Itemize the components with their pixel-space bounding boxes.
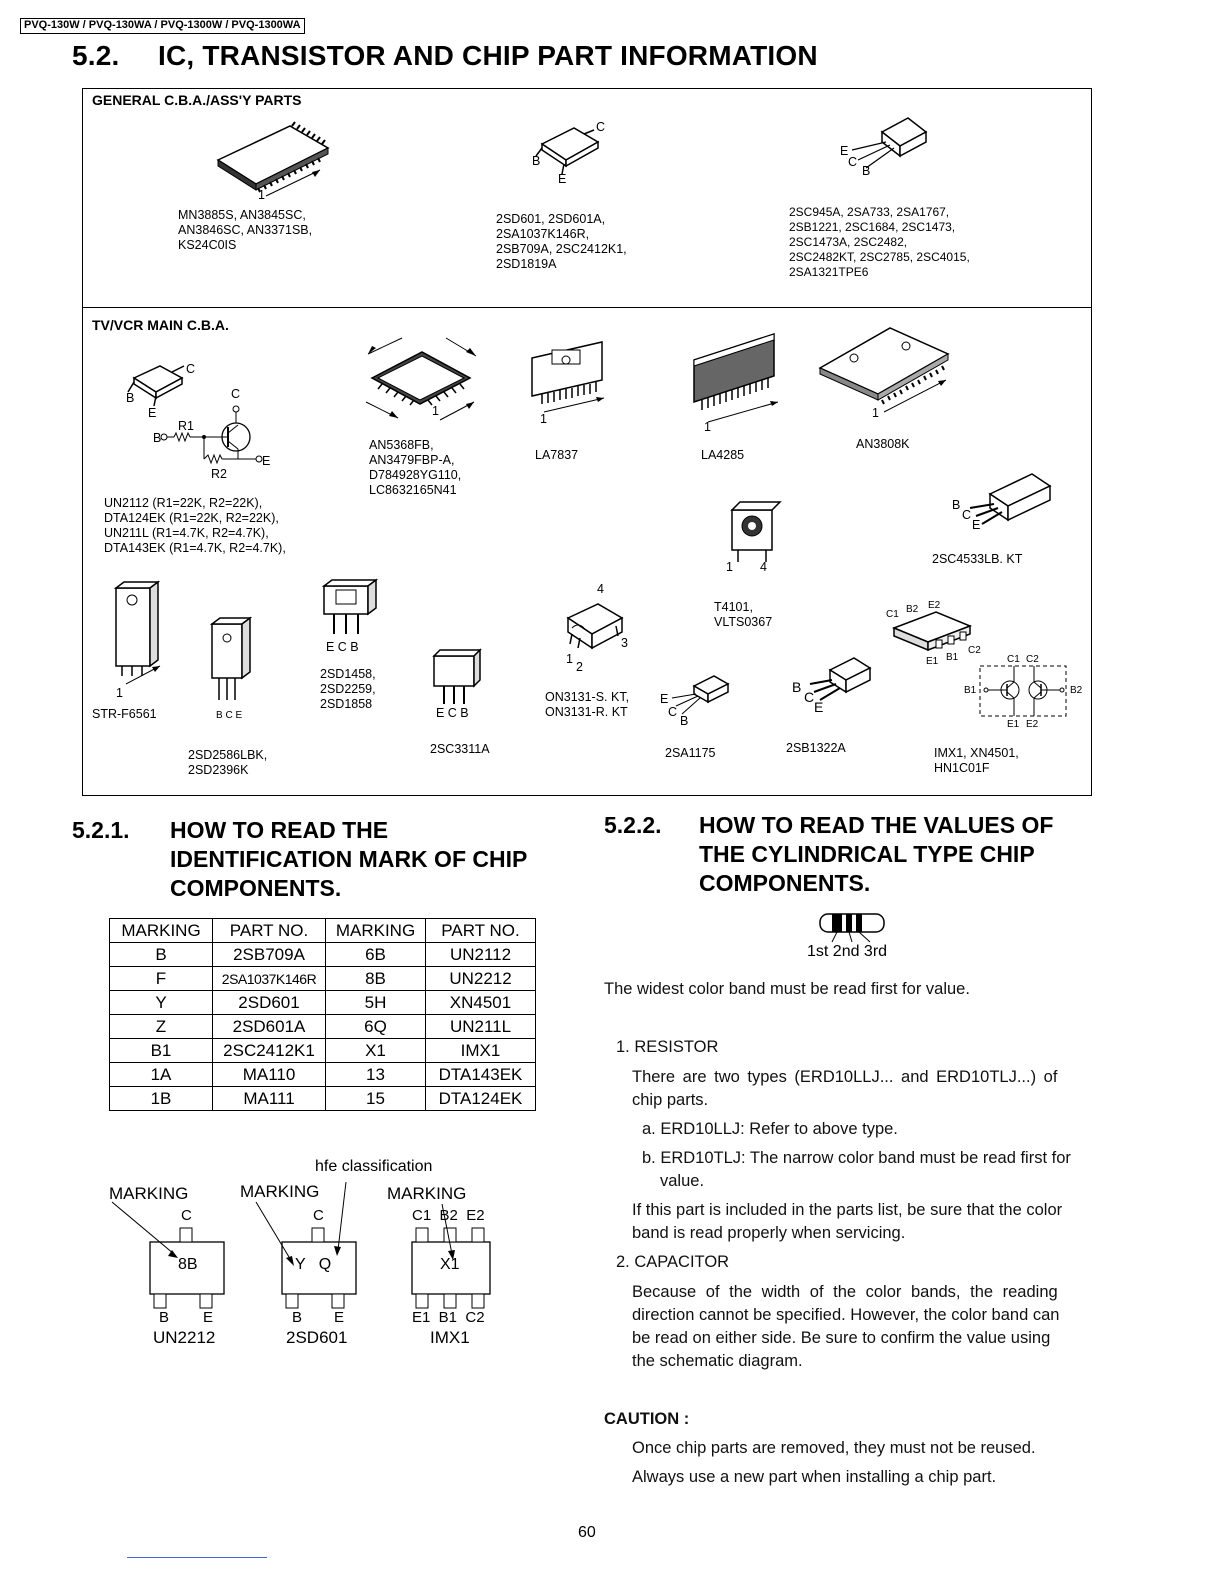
- on3131-pin2: 2: [576, 660, 583, 674]
- un2112-pin-e: E: [148, 406, 157, 420]
- sop-ic-drawing: [200, 112, 340, 202]
- resistor-note-1: If this part is included in the parts list, be sure that the color: [632, 1201, 1063, 1219]
- sd1458-drawing: [316, 576, 386, 646]
- sec522-heading: 5.2.2. HOW TO READ THE VALUES OF THE CYLINDRICAL TYPE CHIP COMPONENTS.: [604, 812, 1054, 896]
- table-row: B 2SB709A 6B UN2112: [110, 943, 536, 967]
- cylindrical-chip-drawing: [812, 908, 892, 944]
- sc3311-pins: E C B: [436, 706, 469, 720]
- marking-label-2: MARKING: [240, 1182, 320, 1201]
- un2112-circuit-e: E: [262, 454, 271, 468]
- resistor-title: 1. RESISTOR: [616, 1038, 719, 1056]
- table-header: MARKING: [326, 919, 426, 943]
- marking-label-1: MARKING: [109, 1184, 189, 1203]
- imx1-circ-b1: B1: [964, 685, 977, 696]
- imx1-pkg-c1: C1: [886, 609, 899, 620]
- general-label: GENERAL C.B.A./ASS'Y PARTS: [92, 92, 302, 108]
- sb1322-label: 2SB1322A: [786, 741, 846, 755]
- sb1322-drawing: [796, 654, 876, 714]
- imx1-pkg-b2: B2: [906, 604, 919, 615]
- sc4533-pin-c: C: [962, 508, 972, 522]
- pkg2-name: 2SD601: [286, 1328, 348, 1347]
- pkg1-mark: 8B: [178, 1256, 198, 1273]
- la4285-pin1: 1: [704, 420, 711, 434]
- general-pin-e: E: [558, 172, 567, 186]
- un2112-circuit-r2: R2: [211, 467, 227, 481]
- table-header: MARKING: [110, 919, 213, 943]
- un2112-circuit-b: B: [153, 431, 162, 445]
- sa1175-pin-c: C: [668, 705, 678, 719]
- tvvcr-label: TV/VCR MAIN C.B.A.: [92, 317, 229, 333]
- capacitor-text-3: be read on either side. Be sure to confirm the value using: [632, 1329, 1051, 1347]
- caution-title: CAUTION :: [604, 1410, 690, 1428]
- t4101-drawing: [724, 500, 784, 570]
- pkg3-top-pins: C1 B2 E2: [412, 1207, 485, 1224]
- section-title: IC, TRANSISTOR AND CHIP PART INFORMATION: [158, 40, 818, 71]
- un2112-pin-c: C: [186, 362, 196, 376]
- page-number: 60: [578, 1524, 596, 1541]
- sec521-heading: 5.2.1. HOW TO READ THE IDENTIFICATION MARK OF CHIP COMPONENTS.: [72, 817, 528, 901]
- pkg1-pin-b: B: [159, 1309, 170, 1326]
- imx1-text: IMX1, XN4501, HN1C01F: [934, 746, 1019, 775]
- an3808k-drawing: [814, 318, 954, 428]
- sd2586-pins: B C E: [216, 710, 243, 721]
- table-row: B1 2SC2412K1 X1 IMX1: [110, 1039, 536, 1063]
- on3131-pin3: 3: [621, 636, 628, 650]
- sc3311-drawing: [428, 646, 488, 710]
- pkg2-pin-c: C: [313, 1207, 324, 1224]
- an3808k-pin1: 1: [872, 406, 879, 420]
- resistor-item-a: a. ERD10LLJ: Refer to above type.: [642, 1120, 898, 1138]
- imx1-pkg-c2: C2: [968, 645, 981, 656]
- to92-pin-e: E: [840, 144, 849, 158]
- imx1-pkg-b1: B1: [946, 652, 959, 663]
- band-labels: 1st 2nd 3rd: [807, 943, 888, 960]
- un2112-circuit-drawing: [150, 395, 280, 475]
- la4285-drawing: [686, 330, 786, 430]
- section-number: 5.2.: [72, 40, 120, 71]
- sc4533-label: 2SC4533LB. KT: [932, 552, 1023, 566]
- table-row: F 2SA1037K146R 8B UN2212: [110, 967, 536, 991]
- marking-label-3: MARKING: [387, 1184, 467, 1203]
- pkg2-pin-e: E: [334, 1309, 345, 1326]
- caution-text-2: Always use a new part when installing a chip part.: [632, 1468, 997, 1486]
- pkg1-name: UN2212: [153, 1328, 216, 1347]
- t4101-pin1: 1: [726, 560, 733, 574]
- sa1175-label: 2SA1175: [665, 746, 716, 760]
- t4101-text: T4101, VLTS0367: [714, 600, 773, 629]
- hfe-classification-label: hfe classification: [315, 1158, 433, 1175]
- sc3311-label: 2SC3311A: [430, 742, 490, 756]
- sc4533-pin-b: B: [952, 498, 961, 512]
- sa1175-pin-e: E: [660, 692, 669, 706]
- table-row: Y 2SD601 5H XN4501: [110, 991, 536, 1015]
- un2112-pin-b: B: [126, 391, 135, 405]
- page-title: [72, 40, 818, 72]
- pkg1-pin-c: C: [181, 1207, 192, 1224]
- strf6561-pin1: 1: [116, 686, 123, 700]
- on3131-pin4: 4: [597, 582, 604, 596]
- imx1-circ-b2: B2: [1070, 685, 1083, 696]
- pkg3-mark: X1: [440, 1256, 460, 1273]
- pkg2-mark: Y Q: [295, 1256, 332, 1273]
- resistor-item-b-1: b. ERD10TLJ: The narrow color band must be read first for: [642, 1149, 1071, 1167]
- footer-link-line: [127, 1557, 267, 1558]
- resistor-text-1: There are two types (ERD10LLJ... and ERD10TLJ...) of: [632, 1068, 1058, 1086]
- sd1458-text: 2SD1458, 2SD2259, 2SD1858: [320, 667, 376, 711]
- sb1322-pin-b: B: [792, 679, 802, 695]
- resistor-item-b-2: value.: [660, 1172, 705, 1190]
- to92-pin-c: C: [848, 155, 858, 169]
- strf6561-label: STR-F6561: [92, 707, 157, 721]
- t4101-pin4: 4: [760, 560, 767, 574]
- general-group-3-text: 2SC945A, 2SA733, 2SA1767, 2SB1221, 2SC1684, 2SC1473, 2SC1473A, 2SC2482, 2SC2482KT, 2SC2785, 2SC4015, 2SA1321TPE6: [789, 205, 970, 279]
- imx1-pkg-e1: E1: [926, 656, 939, 667]
- on3131-text: ON3131-S. KT, ON3131-R. KT: [545, 690, 630, 719]
- un2112-text: UN2112 (R1=22K, R2=22K), DTA124EK (R1=22K, R2=22K), UN211L (R1=4.7K, R2=4.7K), DTA143EK (R1=4.7K, R2=4.7K),: [104, 496, 286, 555]
- un2112-circuit-c: C: [231, 387, 241, 401]
- pkg3-bottom-pins: E1 B1 C2: [412, 1309, 485, 1326]
- sd2586-drawing: [202, 612, 262, 712]
- sd2586-text: 2SD2586LBK, 2SD2396K: [188, 748, 268, 777]
- qfp-ic-drawing: [362, 334, 482, 434]
- imx1-pkg-e2: E2: [928, 600, 941, 611]
- sb1322-pin-c: C: [804, 689, 815, 705]
- table-row: 1A MA110 13 DTA143EK: [110, 1063, 536, 1087]
- la4285-label: LA4285: [701, 448, 745, 462]
- general-pin-c: C: [596, 120, 606, 134]
- sa1175-pin-b: B: [680, 714, 689, 728]
- table-row: 1B MA111 15 DTA124EK: [110, 1087, 536, 1111]
- qfp-pin1: 1: [432, 404, 439, 418]
- pkg2-pin-b: B: [292, 1309, 303, 1326]
- general-group-2-text: 2SD601, 2SD601A, 2SA1037K146R, 2SB709A, 2SC2412K1, 2SD1819A: [496, 212, 627, 271]
- imx1-circuit-drawing: [976, 660, 1070, 722]
- qfp-text: AN5368FB, AN3479FBP-A, D784928YG110, LC8632165N41: [369, 438, 462, 497]
- marking-table: [109, 918, 536, 1111]
- imx1-circ-c1: C1: [1007, 654, 1020, 665]
- sc4533-pin-e: E: [972, 518, 981, 532]
- la7837-drawing: [522, 332, 622, 422]
- general-pin-b: B: [532, 154, 541, 168]
- table-row: Z 2SD601A 6Q UN211L: [110, 1015, 536, 1039]
- pkg1-pin-e: E: [203, 1309, 214, 1326]
- sc4533-drawing: [950, 470, 1060, 540]
- to92-transistor-drawing: [838, 112, 938, 182]
- capacitor-text-2: direction cannot be specified. However, the color band can: [632, 1306, 1060, 1324]
- an3808k-label: AN3808K: [856, 437, 910, 451]
- caution-text-1: Once chip parts are removed, they must not be reused.: [632, 1439, 1036, 1457]
- la7837-pin1: 1: [540, 412, 547, 426]
- sop-pin1-label: 1: [258, 188, 265, 202]
- pkg3-name: IMX1: [430, 1328, 470, 1347]
- capacitor-text-1: Because of the width of the color bands, the reading: [632, 1283, 1058, 1301]
- on3131-pin1: 1: [566, 652, 573, 666]
- imx1-circ-c2: C2: [1026, 654, 1039, 665]
- widest-band-note: The widest color band must be read first for value.: [604, 980, 970, 998]
- to92-pin-b: B: [862, 164, 871, 178]
- imx1-circ-e2: E2: [1026, 719, 1039, 730]
- capacitor-title: 2. CAPACITOR: [616, 1253, 730, 1271]
- frame-divider: [82, 307, 1092, 308]
- resistor-text-2: chip parts.: [632, 1091, 709, 1109]
- table-header: PART NO.: [213, 919, 326, 943]
- imx1-circ-e1: E1: [1007, 719, 1020, 730]
- resistor-note-2: band is read properly when servicing.: [632, 1224, 906, 1242]
- sb1322-pin-e: E: [814, 699, 824, 715]
- un2112-circuit-r1: R1: [178, 419, 194, 433]
- model-tag: PVQ-130W / PVQ-130WA / PVQ-1300W / PVQ-1300WA: [20, 18, 305, 34]
- la7837-label: LA7837: [535, 448, 579, 462]
- table-header: PART NO.: [426, 919, 536, 943]
- strf6561-drawing: [106, 580, 176, 690]
- sd1458-pins: E C B: [326, 640, 359, 654]
- capacitor-text-4: the schematic diagram.: [632, 1352, 803, 1370]
- general-group-1-text: MN3885S, AN3845SC, AN3846SC, AN3371SB, KS24C0IS: [178, 208, 313, 252]
